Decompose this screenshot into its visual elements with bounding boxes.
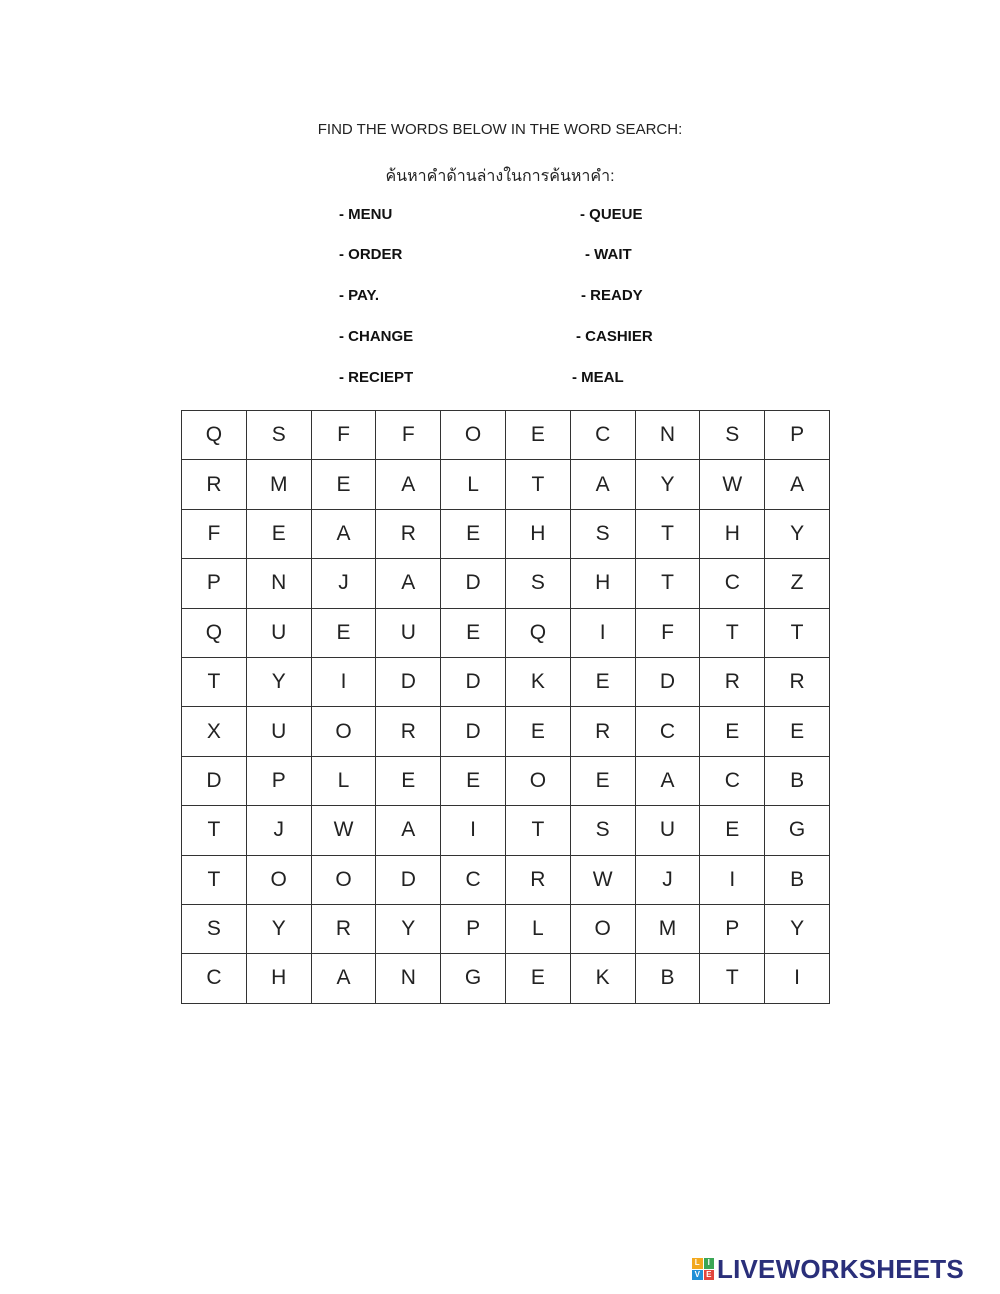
grid-cell[interactable]: W xyxy=(570,855,635,904)
grid-cell[interactable]: W xyxy=(700,460,765,509)
grid-cell[interactable]: R xyxy=(700,657,765,706)
grid-cell[interactable]: T xyxy=(700,608,765,657)
grid-cell[interactable]: E xyxy=(700,707,765,756)
grid-cell[interactable]: Z xyxy=(765,559,830,608)
grid-cell[interactable]: P xyxy=(441,904,506,953)
grid-row xyxy=(182,806,830,855)
grid-cell[interactable]: F xyxy=(311,411,376,460)
grid-cell[interactable]: E xyxy=(441,756,506,805)
grid-cell[interactable]: Q xyxy=(505,608,570,657)
grid-cell[interactable]: H xyxy=(570,559,635,608)
grid-cell[interactable]: T xyxy=(182,855,247,904)
grid-cell[interactable]: N xyxy=(246,559,311,608)
grid-cell[interactable]: A xyxy=(635,756,700,805)
page-subtitle-thai: ค้นหาคำด้านล่างในการค้นหาคำ: xyxy=(385,168,615,185)
page-title: FIND THE WORDS BELOW IN THE WORD SEARCH: xyxy=(317,121,683,138)
grid-cell[interactable]: I xyxy=(441,806,506,855)
grid-cell[interactable]: E xyxy=(570,756,635,805)
grid-cell[interactable]: U xyxy=(246,707,311,756)
logo-letter-e: E xyxy=(704,1270,715,1281)
grid-row xyxy=(182,707,830,756)
grid-cell[interactable]: B xyxy=(765,855,830,904)
grid-cell[interactable]: P xyxy=(765,411,830,460)
grid-cell[interactable]: O xyxy=(311,707,376,756)
grid-cell[interactable]: Q xyxy=(182,608,247,657)
grid-cell[interactable]: R xyxy=(376,707,441,756)
grid-cell[interactable]: R xyxy=(505,855,570,904)
grid-cell[interactable]: R xyxy=(765,657,830,706)
grid-cell[interactable]: T xyxy=(182,806,247,855)
grid-cell[interactable]: E xyxy=(311,608,376,657)
grid-cell[interactable]: D xyxy=(182,756,247,805)
word-item: - CASHIER xyxy=(576,328,653,345)
word-item: - READY xyxy=(581,287,643,304)
grid-cell[interactable]: S xyxy=(182,904,247,953)
grid-cell[interactable]: O xyxy=(441,411,506,460)
grid-cell[interactable]: K xyxy=(505,657,570,706)
grid-row xyxy=(182,411,830,460)
grid-cell[interactable]: A xyxy=(376,806,441,855)
grid-row xyxy=(182,756,830,805)
grid-cell[interactable]: T xyxy=(505,806,570,855)
grid-cell[interactable]: P xyxy=(700,904,765,953)
grid-cell[interactable]: D xyxy=(376,855,441,904)
word-item: - QUEUE xyxy=(580,206,643,223)
grid-cell[interactable]: Y xyxy=(635,460,700,509)
grid-cell[interactable]: E xyxy=(376,756,441,805)
grid-cell[interactable]: D xyxy=(441,657,506,706)
grid-cell[interactable]: D xyxy=(635,657,700,706)
grid-cell[interactable]: T xyxy=(765,608,830,657)
grid-cell[interactable]: S xyxy=(505,559,570,608)
grid-cell[interactable]: J xyxy=(635,855,700,904)
grid-row xyxy=(182,657,830,706)
grid-cell[interactable]: A xyxy=(376,559,441,608)
grid-cell[interactable]: Y xyxy=(765,904,830,953)
grid-cell[interactable]: U xyxy=(376,608,441,657)
grid-cell[interactable]: P xyxy=(182,559,247,608)
grid-cell[interactable]: B xyxy=(765,756,830,805)
grid-cell[interactable]: O xyxy=(505,756,570,805)
grid-cell[interactable]: C xyxy=(635,707,700,756)
grid-row xyxy=(182,460,830,509)
grid-cell[interactable]: F xyxy=(376,411,441,460)
word-item: - MENU xyxy=(339,206,393,223)
grid-cell[interactable]: E xyxy=(246,509,311,558)
grid-cell[interactable]: U xyxy=(635,806,700,855)
word-search-grid xyxy=(181,410,830,1004)
grid-cell[interactable]: J xyxy=(246,806,311,855)
grid-cell[interactable]: W xyxy=(311,806,376,855)
grid-row xyxy=(182,855,830,904)
grid-cell[interactable]: I xyxy=(311,657,376,706)
grid-cell[interactable]: U xyxy=(246,608,311,657)
grid-cell[interactable]: J xyxy=(311,559,376,608)
grid-cell[interactable]: N xyxy=(376,954,441,1003)
word-item: - MEAL xyxy=(572,369,624,386)
grid-cell[interactable]: A xyxy=(570,460,635,509)
grid-cell[interactable]: Y xyxy=(246,904,311,953)
liveworksheets-logo-icon xyxy=(692,1258,714,1280)
grid-cell[interactable]: E xyxy=(441,509,506,558)
grid-cell[interactable]: L xyxy=(505,904,570,953)
grid-cell[interactable]: O xyxy=(246,855,311,904)
grid-cell[interactable]: I xyxy=(765,954,830,1003)
grid-cell[interactable]: H xyxy=(700,509,765,558)
word-item: - CHANGE xyxy=(339,328,414,345)
grid-cell[interactable]: Y xyxy=(246,657,311,706)
grid-cell[interactable]: E xyxy=(570,657,635,706)
grid-cell[interactable]: T xyxy=(635,559,700,608)
grid-cell[interactable]: H xyxy=(246,954,311,1003)
grid-cell[interactable]: I xyxy=(570,608,635,657)
grid-cell[interactable]: R xyxy=(376,509,441,558)
grid-cell[interactable]: O xyxy=(570,904,635,953)
grid-cell[interactable]: D xyxy=(441,707,506,756)
grid-cell[interactable]: S xyxy=(570,806,635,855)
grid-cell[interactable]: G xyxy=(765,806,830,855)
word-item: - RECIEPT xyxy=(339,369,414,386)
grid-cell[interactable]: A xyxy=(311,509,376,558)
grid-cell[interactable]: C xyxy=(441,855,506,904)
grid-cell[interactable]: P xyxy=(246,756,311,805)
grid-cell[interactable]: E xyxy=(505,411,570,460)
grid-cell[interactable]: N xyxy=(635,411,700,460)
grid-cell[interactable]: Y xyxy=(765,509,830,558)
logo-letter-i: I xyxy=(704,1258,715,1269)
grid-cell[interactable]: M xyxy=(246,460,311,509)
grid-cell[interactable]: Y xyxy=(376,904,441,953)
grid-row xyxy=(182,608,830,657)
grid-row xyxy=(182,559,830,608)
grid-row xyxy=(182,904,830,953)
logo-letter-l: L xyxy=(692,1258,703,1269)
grid-cell[interactable]: A xyxy=(765,460,830,509)
grid-cell[interactable]: O xyxy=(311,855,376,904)
word-item: - WAIT xyxy=(585,246,632,263)
grid-cell[interactable]: C xyxy=(700,559,765,608)
grid-cell[interactable]: T xyxy=(182,657,247,706)
grid-cell[interactable]: X xyxy=(182,707,247,756)
grid-cell[interactable]: D xyxy=(376,657,441,706)
grid-cell[interactable]: S xyxy=(570,509,635,558)
grid-cell[interactable]: B xyxy=(635,954,700,1003)
grid-cell[interactable]: E xyxy=(311,460,376,509)
grid-cell[interactable]: M xyxy=(635,904,700,953)
grid-cell[interactable]: E xyxy=(700,806,765,855)
grid-row xyxy=(182,509,830,558)
word-item: - ORDER xyxy=(339,246,403,263)
grid-cell[interactable]: Q xyxy=(182,411,247,460)
liveworksheets-logo xyxy=(692,1254,964,1284)
grid-cell[interactable]: S xyxy=(700,411,765,460)
word-item: - PAY. xyxy=(339,287,380,304)
grid-cell[interactable]: C xyxy=(700,756,765,805)
brand-name: LIVEWORKSHEETS xyxy=(717,1253,964,1284)
grid-cell[interactable]: S xyxy=(246,411,311,460)
grid-cell[interactable]: I xyxy=(700,855,765,904)
grid-cell[interactable]: T xyxy=(700,954,765,1003)
grid-cell[interactable]: H xyxy=(505,509,570,558)
grid-cell[interactable]: G xyxy=(441,954,506,1003)
grid-cell[interactable]: C xyxy=(182,954,247,1003)
grid-cell[interactable]: E xyxy=(441,608,506,657)
grid-row xyxy=(182,954,830,1003)
grid-cell[interactable]: K xyxy=(570,954,635,1003)
grid-cell[interactable]: R xyxy=(311,904,376,953)
grid-cell[interactable]: A xyxy=(376,460,441,509)
logo-letter-v: V xyxy=(692,1270,703,1281)
grid-cell[interactable]: E xyxy=(505,954,570,1003)
grid-cell[interactable]: E xyxy=(505,707,570,756)
grid-cell[interactable]: A xyxy=(311,954,376,1003)
grid-cell[interactable]: E xyxy=(765,707,830,756)
grid-cell[interactable]: L xyxy=(441,460,506,509)
grid-cell[interactable]: L xyxy=(311,756,376,805)
grid-cell[interactable]: F xyxy=(635,608,700,657)
grid-cell[interactable]: T xyxy=(635,509,700,558)
grid-cell[interactable]: C xyxy=(570,411,635,460)
grid-cell[interactable]: T xyxy=(505,460,570,509)
grid-cell[interactable]: R xyxy=(570,707,635,756)
grid-cell[interactable]: F xyxy=(182,509,247,558)
grid-cell[interactable]: R xyxy=(182,460,247,509)
grid-cell[interactable]: D xyxy=(441,559,506,608)
